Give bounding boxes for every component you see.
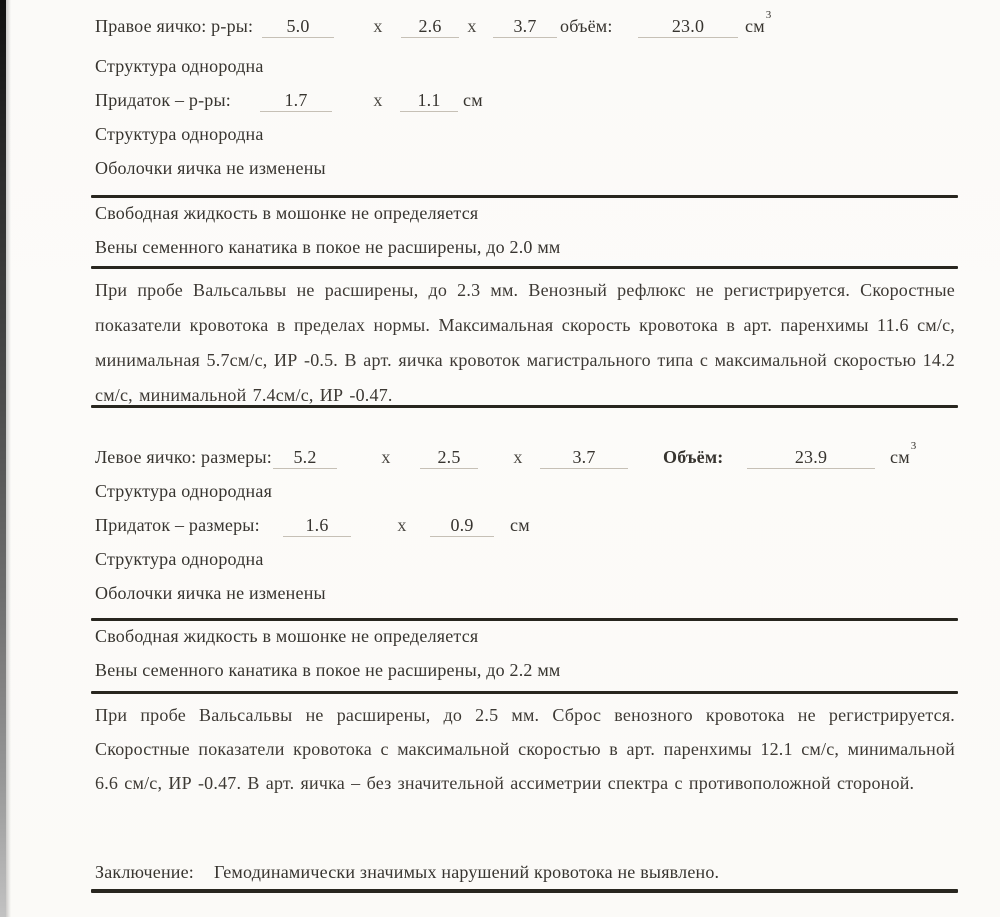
left-structure-line: Структура однородная bbox=[95, 481, 273, 501]
right-dimension-1: 5.0 bbox=[262, 16, 334, 38]
right-valsalva-paragraph: При пробе Вальсальвы не расширены, до 2.3 мм. Венозный рефлюкс не регистрируется. Скоростные показатели кровотока в пределах нормы. Максимальная скорость кровотока в арт. паренхимы 11.6 см/с, минимальная 5.7см/с, ИР -0.5. В арт. яичка кровоток магистрального типа с максимальной скоростью 14.2 см/с, минимальной 7.4см/с, ИР -0.47. bbox=[95, 280, 955, 405]
dimension-separator: х bbox=[397, 515, 407, 535]
conclusion-text: Гемодинамически значимых нарушений кровотока не выявлено. bbox=[214, 862, 720, 882]
right-volume-label: объём: bbox=[560, 16, 613, 36]
conclusion-label: Заключение: bbox=[95, 862, 194, 882]
left-testicle-size-row bbox=[95, 440, 955, 473]
dimension-separator: х bbox=[381, 447, 391, 467]
section-divider-line bbox=[91, 618, 958, 621]
left-volume-label: Объём: bbox=[663, 447, 724, 467]
left-veins-line: Вены семенного канатика в покое не расширены, до 2.2 мм bbox=[95, 660, 561, 680]
dimension-separator: х bbox=[373, 90, 383, 110]
unit-cm: см bbox=[745, 16, 765, 36]
right-veins-line: Вены семенного канатика в покое не расширены, до 2.0 мм bbox=[95, 237, 561, 257]
left-structure-line-2: Структура однородна bbox=[95, 549, 264, 569]
dimension-separator: х bbox=[467, 16, 477, 36]
right-fluid-line: Свободная жидкость в мошонке не определяется bbox=[95, 203, 479, 223]
bottom-border-line bbox=[91, 889, 958, 893]
right-epi-dimension-1: 1.7 bbox=[260, 90, 332, 112]
unit-cm: см bbox=[890, 447, 910, 467]
right-testicle-size-row bbox=[95, 9, 955, 42]
right-volume-unit bbox=[745, 9, 772, 37]
section-divider-line bbox=[91, 266, 958, 269]
right-volume-value: 23.0 bbox=[638, 16, 738, 38]
left-dimension-1: 5.2 bbox=[273, 447, 337, 469]
left-volume-unit bbox=[890, 440, 917, 468]
left-fluid-line: Свободная жидкость в мошонке не определяется bbox=[95, 626, 479, 646]
section-divider-line bbox=[91, 691, 958, 694]
unit-cube-superscript: 3 bbox=[765, 9, 772, 21]
report-content bbox=[95, 0, 955, 917]
section-divider-line bbox=[91, 405, 958, 408]
left-epididymis-label: Придаток – размеры: bbox=[95, 515, 260, 535]
right-membranes-line: Оболочки яичка не изменены bbox=[95, 158, 326, 178]
left-dimension-3: 3.7 bbox=[540, 447, 628, 469]
scan-edge-shadow bbox=[6, 0, 11, 917]
dimension-separator: х bbox=[373, 16, 383, 36]
right-dimension-2: 2.6 bbox=[401, 16, 459, 38]
left-membranes-line: Оболочки яичка не изменены bbox=[95, 583, 326, 603]
section-divider-line bbox=[91, 195, 958, 198]
left-valsalva-paragraph: При пробе Вальсальвы не расширены, до 2.5 мм. Сброс венозного кровотока не регистрируется. Скоростные показатели кровотока с максимальной скоростью в арт. паренхимы 12.1 см/с, минимальной 6.6 см/с, ИР -0.47. В арт. яичка – без значительной ассиметрии спектра с противоположной стороной. bbox=[95, 705, 955, 793]
right-epididymis-label: Придаток – р-ры: bbox=[95, 90, 231, 110]
left-dimension-2: 2.5 bbox=[420, 447, 478, 469]
conclusion-line bbox=[95, 862, 719, 883]
right-epi-dimension-2: 1.1 bbox=[400, 90, 458, 112]
right-epididymis-size-row bbox=[95, 90, 955, 116]
left-epi-unit: см bbox=[510, 515, 530, 535]
right-dimension-3: 3.7 bbox=[493, 16, 557, 38]
unit-cube-superscript: 3 bbox=[910, 440, 917, 452]
left-volume-value: 23.9 bbox=[747, 447, 875, 469]
left-epi-dimension-1: 1.6 bbox=[283, 515, 351, 537]
left-epididymis-size-row bbox=[95, 515, 955, 541]
left-epi-dimension-2: 0.9 bbox=[430, 515, 494, 537]
right-size-label: Правое яичко: р-ры: bbox=[95, 16, 254, 36]
dimension-separator: х bbox=[513, 447, 523, 467]
left-size-label: Левое яичко: размеры: bbox=[95, 447, 272, 467]
right-structure-line: Структура однородна bbox=[95, 56, 264, 76]
right-structure-line-2: Структура однородна bbox=[95, 124, 264, 144]
right-epi-unit: см bbox=[463, 90, 483, 110]
